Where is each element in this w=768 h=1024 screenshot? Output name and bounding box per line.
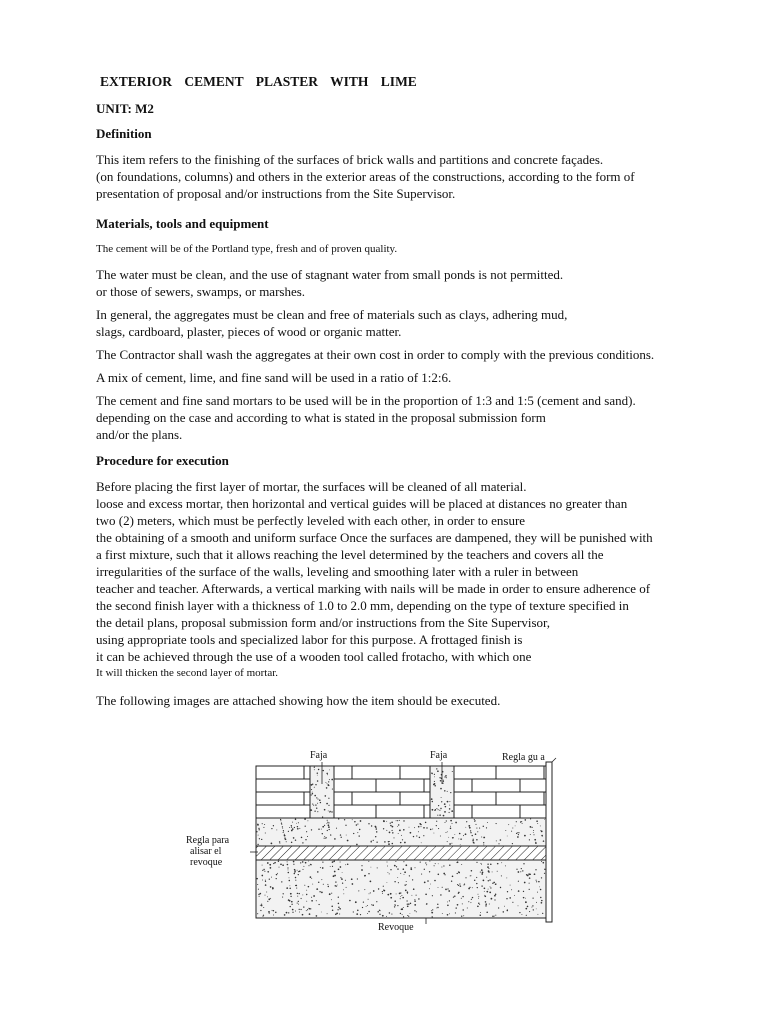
text-line: it can be achieved through the use of a wooden tool called frotacho, with which one: [96, 649, 532, 664]
contractor-paragraph: [96, 346, 686, 363]
text-line: loose and excess mortar, then horizontal and vertical guides will be placed at distances no greater than: [96, 496, 628, 511]
mortars-paragraph: [96, 392, 686, 443]
regla-guia-label: Regla gu a: [502, 752, 545, 763]
cement-paragraph: [96, 241, 686, 258]
text-line: irregularities of the surface of the walls, leveling and smoothing later with a ruler in between: [96, 564, 579, 579]
brick-wall: [256, 766, 546, 818]
guide-rule: [546, 762, 552, 922]
document-title: EXTERIOR CEMENT PLASTER WITH LIME: [100, 74, 417, 89]
text-line: slags, cardboard, plaster, pieces of wood or organic matter.: [96, 324, 402, 339]
unit-label: UNIT: M2: [96, 101, 154, 116]
text-line: teacher and teacher. Afterwards, a vertical marking with nails will be made in order to ensure adherence of: [96, 581, 651, 596]
regla-para-label-2: alisar el: [190, 846, 222, 857]
mix-paragraph: [96, 369, 686, 386]
materials-heading: Materials, tools and equipment: [96, 216, 269, 231]
text-line: the obtaining of a smooth and uniform surface Once the surfaces are dampened, they will be punished with: [96, 530, 653, 545]
leveling-ruler: [256, 846, 546, 860]
text-line: and/or the plans.: [96, 427, 183, 442]
text-line: depending on the case and according to what is stated in the proposal submission form: [96, 410, 546, 425]
text-line: In general, the aggregates must be clean and free of materials such as clays, adhering mud,: [96, 307, 568, 322]
revoque-label: Revoque: [378, 922, 414, 933]
text-line: using appropriate tools and specialized labor for this purpose. A frottaged finish is: [96, 632, 523, 647]
faja-label-right: Faja: [430, 750, 448, 761]
plaster-section-figure: [186, 748, 572, 934]
text-line: It will thicken the second layer of mortar.: [96, 667, 279, 679]
document-body: [96, 74, 686, 715]
images-note: [96, 692, 686, 709]
text-line: The water must be clean, and the use of stagnant water from small ponds is not permitted.: [96, 267, 564, 282]
text-line: (on foundations, columns) and others in the exterior areas of the constructions, according to the form of: [96, 169, 635, 184]
regla-para-label-1: Regla para: [186, 835, 230, 846]
text-line: The cement and fine sand mortars to be used will be in the proportion of 1:3 and 1:5 (cement and sand).: [96, 393, 636, 408]
plaster-top-layer: [256, 818, 546, 846]
procedure-paragraph: [96, 478, 686, 682]
text-line: the second finish layer with a thickness of 1.0 to 2.0 mm, depending on the type of texture specified in: [96, 598, 629, 613]
text-line: The following images are attached showing how the item should be executed.: [96, 693, 501, 708]
text-line: two (2) meters, which must be perfectly leveled with each other, in order to ensure: [96, 513, 526, 528]
faja-label-left: Faja: [310, 750, 328, 761]
text-line: The cement will be of the Portland type, fresh and of proven quality.: [96, 243, 398, 255]
text-line: or those of sewers, swamps, or marshes.: [96, 284, 306, 299]
water-paragraph: [96, 266, 686, 300]
text-line: a first mixture, such that it allows reaching the level determined by the teachers and covers all the: [96, 547, 604, 562]
procedure-heading: Procedure for execution: [96, 453, 229, 468]
text-line: presentation of proposal and/or instructions from the Site Supervisor.: [96, 186, 456, 201]
text-line: The Contractor shall wash the aggregates at their own cost in order to comply with the previous conditions.: [96, 347, 655, 362]
aggregates-paragraph: [96, 306, 686, 340]
text-line: This item refers to the finishing of the surfaces of brick walls and partitions and concrete façades.: [96, 152, 604, 167]
definition-paragraph: [96, 151, 686, 202]
text-line: Before placing the first layer of mortar, the surfaces will be cleaned of all material.: [96, 479, 527, 494]
regla-para-label-3: revoque: [190, 857, 223, 868]
plaster-section-drawing: [186, 748, 572, 934]
text-line: the detail plans, proposal submission form and/or instructions from the Site Supervisor,: [96, 615, 551, 630]
text-line: A mix of cement, lime, and fine sand will be used in a ratio of 1:2:6.: [96, 370, 452, 385]
definition-heading: Definition: [96, 126, 152, 141]
